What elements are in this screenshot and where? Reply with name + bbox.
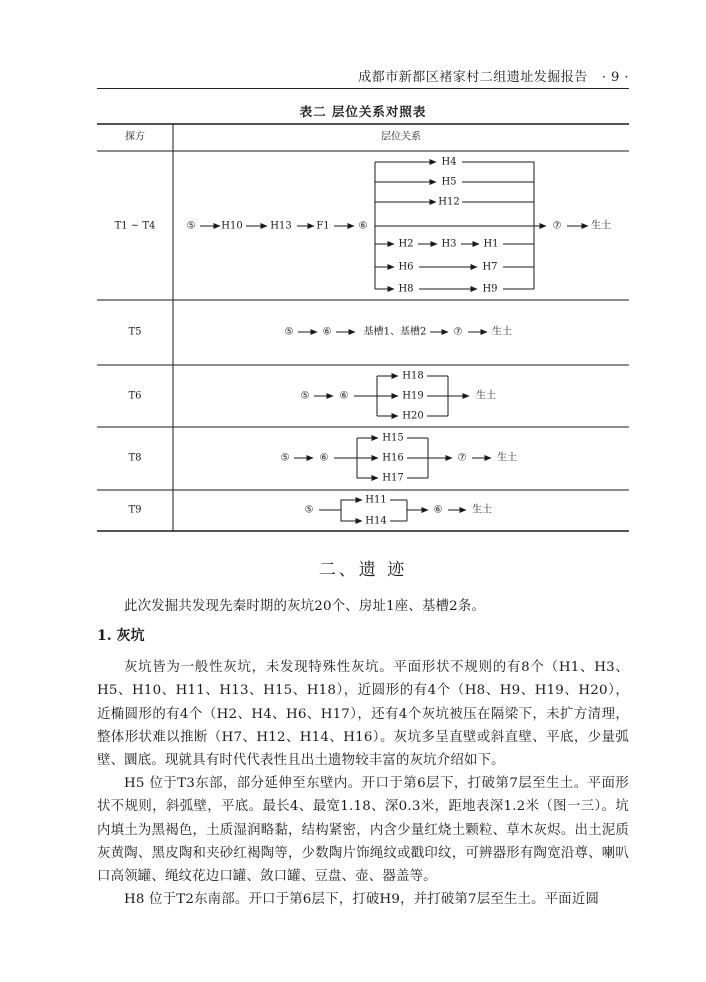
layer-label: ⑤ [280, 452, 290, 464]
layer-label: ⑥ [319, 452, 329, 464]
feature-label: H17 [382, 472, 404, 484]
column-header-relation: 层位关系 [381, 131, 421, 143]
feature-label: H8 [398, 283, 414, 295]
feature-label: H4 [441, 156, 457, 168]
connector-line [341, 500, 362, 510]
paragraph-pits-overview: 灰坑皆为一般性灰坑，未发现特殊性灰坑。平面形状不规则的有8个（H1、H3、H5、H10、H11、H13、H15、H18），近圆形的有4个（H8、H9、H19、H20），近椭圆形的有4个（H2、H4、H6、H17），还有4个灰坑被压在隔梁下，未扩方清理，整体形状难以推断（H7、H12、H14、H16）。灰坑多呈直壁或斜直壁、平底，少量弧壁、圜底。现就具有时代代表性且出土遗物较丰富的灰坑介绍如下。 [97, 660, 629, 769]
feature-label: H16 [382, 452, 404, 464]
table-title: 表二 层位关系对照表 [299, 104, 427, 119]
layer-label: ⑥ [339, 390, 349, 402]
feature-label: H11 [365, 494, 387, 506]
feature-label: H1 [483, 238, 499, 250]
feature-label: H9 [482, 283, 498, 295]
feature-label: H7 [482, 261, 498, 273]
unit-label: T9 [128, 504, 142, 516]
paragraph-h5: H5 位于T3东部，部分延伸至东壁内。开口于第6层下，打破第7层至生土。平面形状不规则，斜弧壁，平底。最长4、最宽1.18、深0.3米，距地表深1.2米（图一三）。坑内填土为黑褐色，土质湿润略黏，结构紧密，内含少量红烧土颗粒、草木灰烬。出土泥质灰黄陶、黑皮陶和夹砂红褐陶等，少数陶片饰绳纹或戳印纹，可辨器形有陶宽沿尊、喇叭口高领罐、绳纹花边口罐、敛口罐、豆盘、壶、器盖等。 [97, 776, 629, 885]
connector-line [341, 510, 362, 521]
layer-label: ⑥ [322, 326, 332, 338]
natural-soil-label: 生土 [476, 390, 496, 402]
layer-label: ⑤ [284, 326, 294, 338]
layer-label: ⑥ [358, 220, 368, 232]
feature-label: H19 [402, 390, 424, 402]
unit-label: T1 ~ T4 [114, 220, 156, 232]
unit-label: T5 [128, 326, 142, 338]
feature-label: H3 [441, 238, 457, 250]
feature-label: H15 [382, 432, 404, 444]
natural-soil-label: 生土 [591, 220, 611, 232]
feature-label: H13 [270, 220, 292, 232]
layer-label: ⑦ [453, 326, 463, 338]
subheading-pits: 1. 灰坑 [97, 628, 145, 644]
column-header-unit: 探方 [125, 131, 145, 143]
layer-label: ⑤ [300, 390, 310, 402]
page-number: · 9 · [601, 70, 629, 85]
running-title: 成都市新都区褚家村二组遗址发掘报告 [358, 70, 588, 85]
feature-label: F1 [316, 220, 330, 232]
feature-label: H18 [402, 370, 424, 382]
natural-soil-label: 生土 [492, 326, 512, 338]
feature-label: H12 [438, 196, 460, 208]
unit-label: T8 [128, 452, 142, 464]
feature-label: H6 [398, 261, 414, 273]
layer-label: ⑥ [433, 504, 443, 516]
feature-label: H20 [402, 410, 424, 422]
feature-label: H5 [441, 176, 457, 188]
natural-soil-label: 生土 [472, 504, 492, 516]
layer-label: ⑤ [186, 220, 196, 232]
layer-label: ⑤ [304, 504, 314, 516]
natural-soil-label: 生土 [497, 452, 517, 464]
feature-label: H2 [398, 238, 414, 250]
feature-label: 基槽1、基槽2 [363, 326, 427, 338]
feature-label: H14 [365, 515, 387, 527]
intro-paragraph: 此次发掘共发现先秦时期的灰坑20个、房址1座、基槽2条。 [124, 599, 486, 614]
section-title: 二、遗 迹 [318, 560, 408, 580]
unit-label: T6 [128, 390, 142, 402]
layer-label: ⑦ [552, 220, 562, 232]
feature-label: H10 [221, 220, 243, 232]
paragraph-h8: H8 位于T2东南部。开口于第6层下，打破H9，并打破第7层至生土。平面近圆 [124, 892, 600, 907]
layer-label: ⑦ [457, 452, 467, 464]
